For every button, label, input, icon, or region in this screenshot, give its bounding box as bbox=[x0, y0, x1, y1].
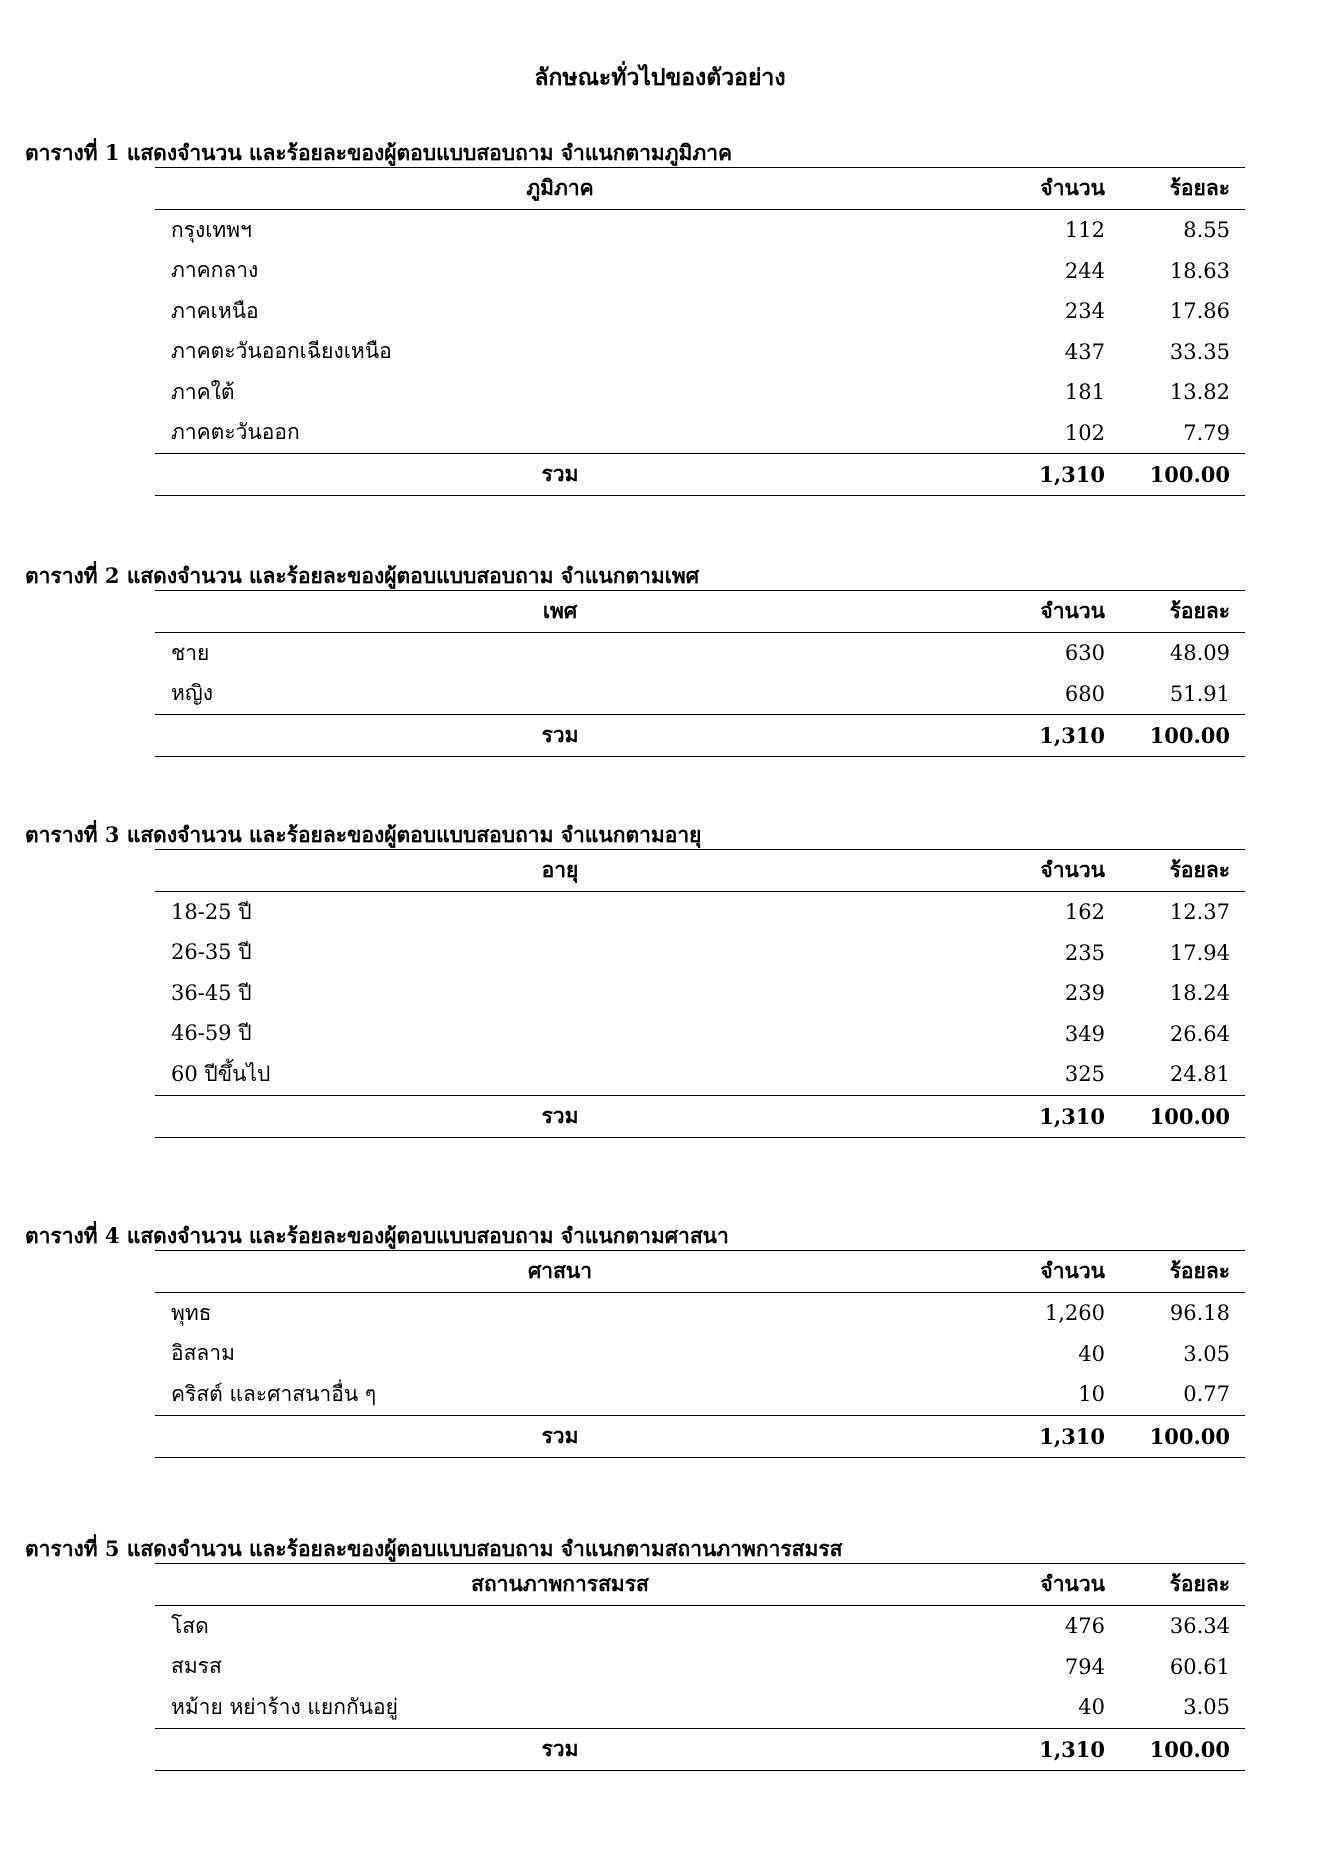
row-count: 102 bbox=[1064, 420, 1105, 445]
table-row bbox=[155, 1687, 1245, 1728]
row-count: 162 bbox=[1064, 900, 1105, 925]
total-count: 1,310 bbox=[1039, 1103, 1105, 1129]
table-row bbox=[155, 251, 1245, 292]
table-header-row bbox=[155, 850, 1245, 892]
row-percent: 7.79 bbox=[1183, 420, 1230, 445]
row-label: คริสต์ และศาสนาอื่น ๆ bbox=[171, 1381, 377, 1406]
row-label: ชาย bbox=[171, 640, 210, 665]
table-row bbox=[155, 1606, 1245, 1647]
total-count: 1,310 bbox=[1039, 1423, 1105, 1449]
column-header-count: จำนวน bbox=[1040, 598, 1105, 623]
table-caption: ตารางที่ 5 แสดงจำนวน และร้อยละของผู้ตอบแบบสอบถาม จำแนกตามสถานภาพการสมรส bbox=[25, 1536, 843, 1561]
column-header-category: อายุ bbox=[541, 857, 579, 882]
row-label: ภาคเหนือ bbox=[171, 298, 259, 323]
row-count: 10 bbox=[1078, 1382, 1105, 1407]
row-percent: 36.34 bbox=[1169, 1614, 1230, 1639]
total-count: 1,310 bbox=[1039, 723, 1105, 748]
row-label: สมรส bbox=[171, 1654, 222, 1679]
table-row bbox=[155, 1014, 1245, 1055]
table-row bbox=[155, 1647, 1245, 1688]
table-row bbox=[155, 892, 1245, 933]
row-label: ภาคตะวันออกเฉียงเหนือ bbox=[171, 339, 392, 364]
row-count: 794 bbox=[1064, 1654, 1105, 1679]
table-row bbox=[155, 1374, 1245, 1415]
row-label: โสด bbox=[171, 1613, 209, 1638]
table-row bbox=[155, 1054, 1245, 1095]
column-header-percent: ร้อยละ bbox=[1169, 598, 1230, 623]
row-count: 437 bbox=[1064, 339, 1105, 364]
table-row bbox=[155, 933, 1245, 974]
column-header-count: จำนวน bbox=[1040, 175, 1105, 200]
row-count: 630 bbox=[1064, 641, 1105, 666]
row-percent: 26.64 bbox=[1169, 1021, 1230, 1046]
total-count: 1,310 bbox=[1039, 1736, 1105, 1762]
data-table bbox=[155, 1250, 1245, 1458]
data-table bbox=[155, 1563, 1245, 1771]
row-percent: 96.18 bbox=[1169, 1301, 1230, 1326]
row-percent: 51.91 bbox=[1169, 681, 1230, 706]
column-header-percent: ร้อยละ bbox=[1169, 1258, 1230, 1283]
table-row bbox=[155, 633, 1245, 674]
total-percent: 100.00 bbox=[1149, 723, 1230, 748]
table-row bbox=[155, 372, 1245, 413]
column-header-category: ศาสนา bbox=[527, 1258, 593, 1283]
total-label: รวม bbox=[541, 1422, 579, 1448]
total-label: รวม bbox=[541, 722, 579, 747]
row-label: พุทธ bbox=[171, 1300, 212, 1325]
table-header-row bbox=[155, 591, 1245, 633]
row-count: 239 bbox=[1064, 981, 1105, 1006]
total-percent: 100.00 bbox=[1149, 1103, 1230, 1129]
row-percent: 0.77 bbox=[1183, 1382, 1230, 1407]
row-count: 234 bbox=[1064, 299, 1105, 324]
row-percent: 18.24 bbox=[1169, 981, 1230, 1006]
column-header-count: จำนวน bbox=[1040, 857, 1105, 882]
table-caption: ตารางที่ 2 แสดงจำนวน และร้อยละของผู้ตอบแบบสอบถาม จำแนกตามเพศ bbox=[25, 563, 700, 588]
row-count: 349 bbox=[1064, 1021, 1105, 1046]
total-label: รวม bbox=[541, 461, 579, 486]
column-header-count: จำนวน bbox=[1040, 1258, 1105, 1283]
total-label: รวม bbox=[541, 1735, 579, 1761]
row-count: 40 bbox=[1078, 1341, 1105, 1366]
table-row bbox=[155, 291, 1245, 332]
row-percent: 17.94 bbox=[1169, 940, 1230, 965]
column-header-percent: ร้อยละ bbox=[1169, 175, 1230, 200]
data-table bbox=[155, 590, 1245, 757]
row-label: ภาคใต้ bbox=[171, 379, 235, 404]
row-count: 244 bbox=[1064, 258, 1105, 283]
row-count: 40 bbox=[1078, 1695, 1105, 1720]
column-header-percent: ร้อยละ bbox=[1169, 857, 1230, 882]
row-count: 476 bbox=[1064, 1614, 1105, 1639]
row-percent: 33.35 bbox=[1169, 339, 1230, 364]
row-label: 46-59 ปี bbox=[171, 1021, 252, 1046]
row-count: 325 bbox=[1064, 1062, 1105, 1087]
table-header-row bbox=[155, 1251, 1245, 1293]
table-caption: ตารางที่ 4 แสดงจำนวน และร้อยละของผู้ตอบแบบสอบถาม จำแนกตามศาสนา bbox=[25, 1223, 729, 1248]
row-label: หม้าย หย่าร้าง แยกกันอยู่ bbox=[171, 1694, 398, 1719]
row-label: 26-35 ปี bbox=[171, 940, 252, 965]
total-count: 1,310 bbox=[1039, 462, 1105, 487]
row-percent: 48.09 bbox=[1169, 641, 1230, 666]
row-count: 680 bbox=[1064, 681, 1105, 706]
total-label: รวม bbox=[541, 1102, 579, 1128]
row-label: หญิง bbox=[171, 681, 213, 706]
row-count: 235 bbox=[1064, 940, 1105, 965]
table-row bbox=[155, 332, 1245, 373]
row-percent: 18.63 bbox=[1169, 258, 1230, 283]
row-count: 112 bbox=[1064, 218, 1105, 243]
row-percent: 13.82 bbox=[1169, 380, 1230, 405]
total-percent: 100.00 bbox=[1149, 1423, 1230, 1449]
table-row bbox=[155, 210, 1245, 251]
total-percent: 100.00 bbox=[1149, 1736, 1230, 1762]
table-total-row bbox=[155, 1415, 1245, 1457]
row-label: ภาคกลาง bbox=[171, 258, 259, 283]
row-percent: 60.61 bbox=[1169, 1654, 1230, 1679]
column-header-percent: ร้อยละ bbox=[1169, 1571, 1230, 1596]
data-table bbox=[155, 167, 1245, 496]
table-caption: ตารางที่ 3 แสดงจำนวน และร้อยละของผู้ตอบแบบสอบถาม จำแนกตามอายุ bbox=[25, 822, 702, 847]
row-label: กรุงเทพฯ bbox=[171, 217, 252, 242]
table-row bbox=[155, 1293, 1245, 1334]
row-label: อิสลาม bbox=[171, 1341, 235, 1366]
table-total-row bbox=[155, 1095, 1245, 1137]
page-title: ลักษณะทั่วไปของตัวอย่าง bbox=[534, 64, 786, 91]
column-header-category: ภูมิภาค bbox=[526, 175, 594, 200]
row-label: ภาคตะวันออก bbox=[171, 420, 300, 445]
row-percent: 24.81 bbox=[1169, 1062, 1230, 1087]
column-header-count: จำนวน bbox=[1040, 1571, 1105, 1596]
row-percent: 12.37 bbox=[1169, 900, 1230, 925]
column-header-category: เพศ bbox=[542, 598, 578, 623]
row-count: 181 bbox=[1064, 380, 1105, 405]
table-header-row bbox=[155, 168, 1245, 210]
row-label: 18-25 ปี bbox=[171, 899, 252, 924]
table-row bbox=[155, 674, 1245, 715]
row-label: 60 ปีขึ้นไป bbox=[171, 1061, 271, 1086]
table-total-row bbox=[155, 453, 1245, 495]
data-table bbox=[155, 849, 1245, 1138]
column-header-category: สถานภาพการสมรส bbox=[471, 1571, 649, 1596]
row-percent: 17.86 bbox=[1169, 299, 1230, 324]
table-row bbox=[155, 973, 1245, 1014]
row-percent: 3.05 bbox=[1183, 1695, 1230, 1720]
total-percent: 100.00 bbox=[1149, 462, 1230, 487]
table-caption: ตารางที่ 1 แสดงจำนวน และร้อยละของผู้ตอบแบบสอบถาม จำแนกตามภูมิภาค bbox=[25, 140, 733, 165]
row-percent: 8.55 bbox=[1183, 218, 1230, 243]
table-header-row bbox=[155, 1564, 1245, 1606]
table-total-row bbox=[155, 714, 1245, 756]
table-row bbox=[155, 413, 1245, 454]
row-count: 1,260 bbox=[1044, 1301, 1105, 1326]
table-row bbox=[155, 1334, 1245, 1375]
row-percent: 3.05 bbox=[1183, 1341, 1230, 1366]
row-label: 36-45 ปี bbox=[171, 980, 252, 1005]
table-total-row bbox=[155, 1728, 1245, 1770]
